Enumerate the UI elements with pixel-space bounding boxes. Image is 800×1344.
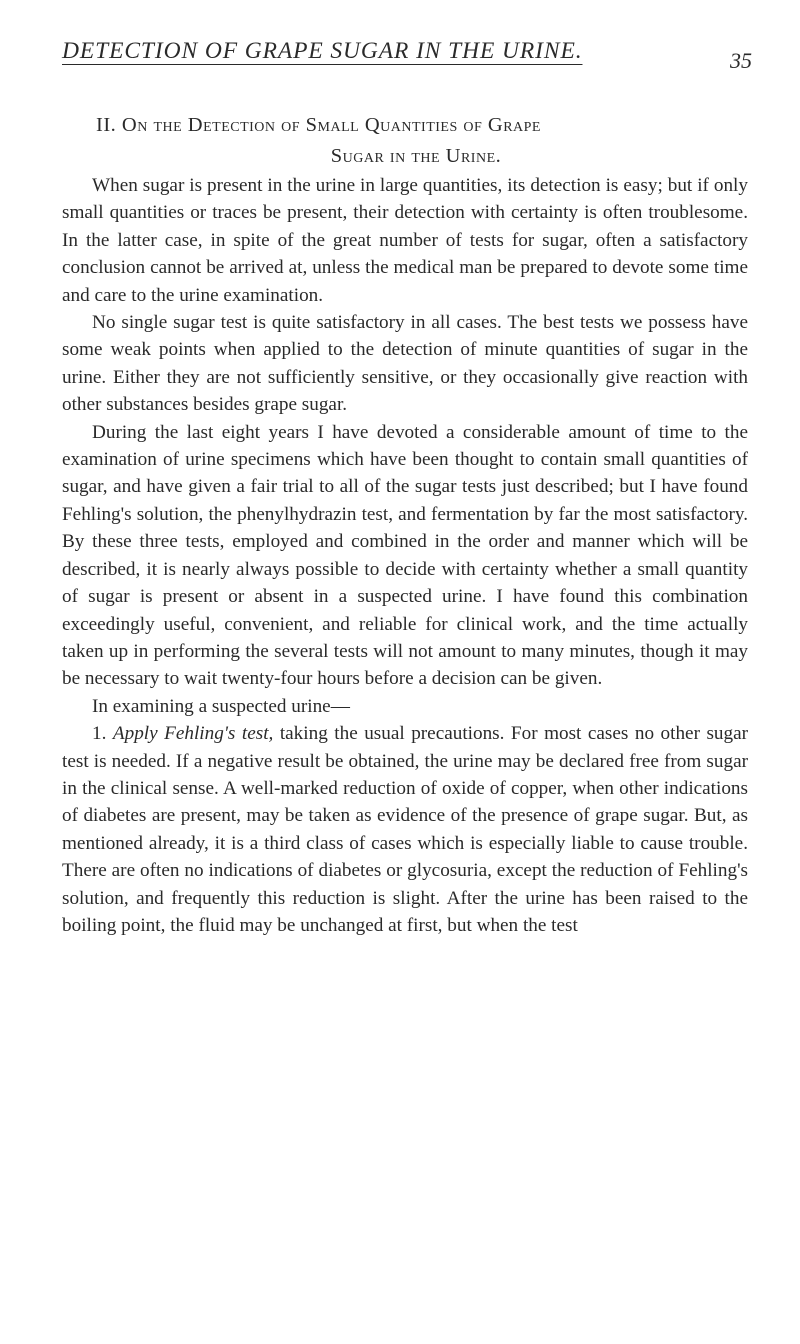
section-heading-line-1: II. On the Detection of Small Quantities of Grape: [96, 114, 541, 136]
section-heading: [96, 110, 736, 172]
paragraph-4: In examining a suspected urine—: [92, 695, 350, 717]
running-head: [62, 38, 752, 78]
paragraph-3: During the last eight years I have devoted a considerable amount of time to the examination of urine specimens which have been thought to contain small quantities of sugar, and have given a fair trial to all of the sugar tests just described; but I have found Fehling's solution, the phenylhydrazin test, and fermentation by far the most satisfactory. By these three tests, employed and combined in the order and manner which will be described, it is nearly always possible to decide with certainty whether a small quantity of sugar is present or absent in a suspected urine. I have found this combination exceedingly useful, convenient, and reliable for clinical work, and the time actually taken up in performing the several tests will not amount to many minutes, though it may be necessary to wait twenty-four hours before a decision can be given.: [62, 421, 748, 690]
paragraph-5: [62, 720, 748, 939]
section-heading-line-2: Sugar in the Urine.: [330, 145, 502, 167]
running-title: [62, 38, 582, 65]
running-title-text: DETECTION OF GRAPE SUGAR IN THE URINE.: [62, 38, 583, 64]
paragraph-5-text: taking the usual precautions. For most cases no other sugar test is needed. If a negative result be obtained, the urine may be declared free from sugar in the clinical sense. A well-marked reduction of oxide of copper, when other indications of diabetes are present, may be taken as evidence of the presence of grape sugar. But, as mentioned already, it is a third class of cases which is especially liable to cause trouble. There are often no indications of diabetes or glycosuria, except the reduction of Fehling's solution, and frequently this reduction is slight. After the urine has been raised to the boiling point, the fluid may be unchanged at first, but when the test: [62, 723, 749, 936]
list-number: 1.: [92, 723, 107, 745]
instruction-italic: Apply Fehling's test,: [112, 723, 274, 745]
body-text: [62, 172, 748, 939]
paragraph-2: No single sugar test is quite satisfactory in all cases. The best tests we possess have some weak points when applied to the detection of minute quantities of sugar in the urine. Either they are not sufficiently sensitive, or they occasionally give reaction with other substances besides grape sugar.: [62, 312, 748, 416]
paragraph-1: When sugar is present in the urine in large quantities, its detection is easy; but if only small quantities or traces be present, their detection with certainty is often troublesome. In the latter case, in spite of the great number of tests for sugar, often a satisfactory conclusion cannot be arrived at, unless the medical man be prepared to devote some time and care to the urine examination.: [62, 175, 748, 306]
page-number: 35: [730, 48, 752, 73]
